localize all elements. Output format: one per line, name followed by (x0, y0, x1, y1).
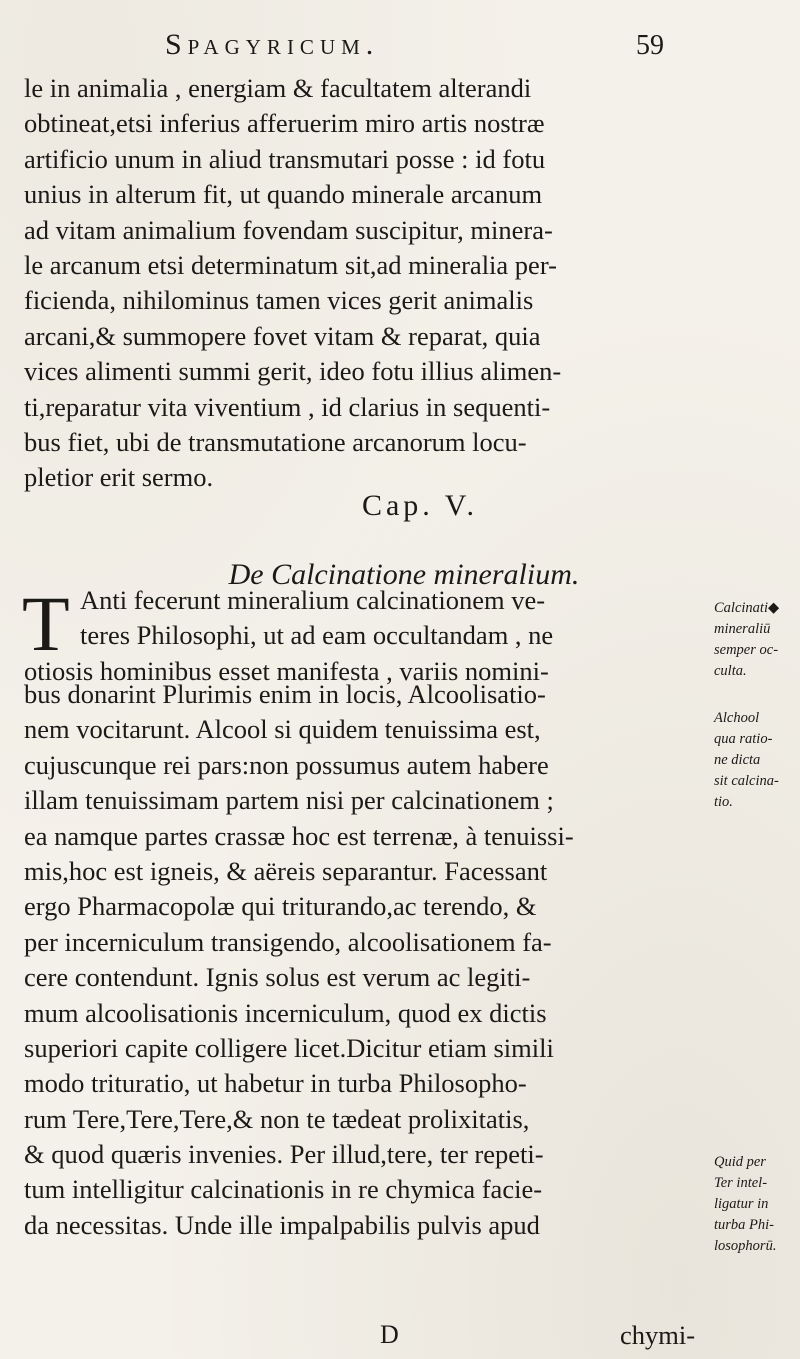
page-number: 59 (636, 30, 664, 61)
margin-note-line: Ter intel- (714, 1175, 768, 1191)
margin-note-line: Calcinati◆ (714, 600, 780, 616)
text-line: ergo Pharmacopolæ qui triturando,ac terendo, & (24, 891, 537, 922)
text-line: bus donarint Plurimis enim in locis, Alcoolisatio- (24, 679, 546, 709)
margin-note-line: semper oc- (714, 642, 779, 658)
signature-mark: D (380, 1320, 399, 1349)
text-line: Anti fecerunt mineralium calcinationem ve- (80, 585, 546, 615)
text-line: le arcanum etsi determinatum sit,ad mineralia per- (24, 249, 557, 280)
text-line: cujuscunque rei pars:non possumus autem habere (24, 749, 549, 780)
text-line: otiosis hominibus esset manifesta , variis nomini- (24, 655, 549, 686)
text-line: superiori capite colligere licet.Dicitur etiam simili (24, 1032, 554, 1063)
text-line: le in animalia , energiam & facultatem alterandi (24, 73, 532, 103)
text-line: per incerniculum transigendo, alcoolisationem fa- (24, 926, 552, 957)
margin-note-ter (714, 1152, 798, 1257)
margin-note-alchool (714, 708, 798, 813)
text-line: ad vitam animalium fovendam suscipitur, minera- (24, 214, 553, 245)
page-footer (0, 1320, 800, 1356)
first-paragraph-opening (24, 583, 554, 689)
text-line: unius in alterum fit, ut quando minerale arcanum (24, 179, 543, 210)
text-line: tum intelligitur calcinationis in re chymica facie- (24, 1174, 543, 1205)
text-block-main (24, 677, 712, 1243)
text-block-continuation (24, 71, 712, 496)
margin-note-calcination (714, 598, 798, 682)
text-line: artificio unum in aliud transmutari posse : id fotu (24, 143, 546, 174)
text-line: teres Philosophi, ut ad eam occultandam , ne (80, 620, 554, 651)
text-line: & quod quæris invenies. Per illud,tere, ter repeti- (24, 1139, 544, 1170)
catchword: chymi- (620, 1320, 696, 1350)
page-header (0, 28, 800, 68)
margin-note-line: sit calcina- (714, 773, 779, 789)
text-line: ti,reparatur vita viventium , id clarius in sequenti- (24, 391, 551, 422)
running-head: Spagyricum. (165, 28, 380, 61)
text-line: mum alcoolisationis incerniculum, quod ex dictis (24, 997, 547, 1028)
text-line: pletior erit sermo. (24, 462, 214, 493)
drop-initial: T (22, 580, 70, 667)
text-line: cere contendunt. Ignis solus est verum ac legiti- (24, 962, 531, 993)
margin-note-line: Quid per (714, 1154, 766, 1170)
text-line: illam tenuissimam partem nisi per calcinationem ; (24, 785, 554, 816)
margin-note-line: ligatur in (714, 1196, 769, 1212)
margin-note-line: qua ratio- (714, 731, 773, 747)
text-line: ea namque partes crassæ hoc est terrenæ, à tenuissi- (24, 820, 574, 851)
text-line: nem vocitarunt. Alcool si quidem tenuissima est, (24, 714, 541, 745)
text-line: bus fiet, ubi de transmutatione arcanorum locu- (24, 426, 527, 457)
margin-note-line: mineraliū (714, 621, 771, 637)
margin-note-line: culta. (714, 663, 747, 679)
text-line: vices alimenti summi gerit, ideo fotu illius alimen- (24, 356, 562, 387)
margin-note-line: tio. (714, 794, 733, 810)
margin-note-line: Alchool (714, 710, 760, 726)
text-line: ficienda, nihilominus tamen vices gerit animalis (24, 285, 534, 316)
margin-note-line: losophorū. (714, 1238, 777, 1254)
text-line: obtineat,etsi inferius afferuerim miro artis nostræ (24, 108, 545, 139)
margin-note-line: ne dicta (714, 752, 761, 768)
margin-note-line: turba Phi- (714, 1217, 775, 1233)
text-line: rum Tere,Tere,Tere,& non te tædeat prolixitatis, (24, 1103, 530, 1134)
chapter-heading: Cap. V. (361, 489, 479, 522)
section-title: De Calcinatione mineralium. (228, 558, 580, 591)
text-line: mis,hoc est igneis, & aëreis separantur. Facessant (24, 855, 548, 886)
text-line: arcani,& summopere fovet vitam & reparat, quia (24, 320, 541, 351)
text-line: modo trituratio, ut habetur in turba Philosopho- (24, 1068, 527, 1099)
text-line: da necessitas. Unde ille impalpabilis pulvis apud (24, 1209, 540, 1240)
